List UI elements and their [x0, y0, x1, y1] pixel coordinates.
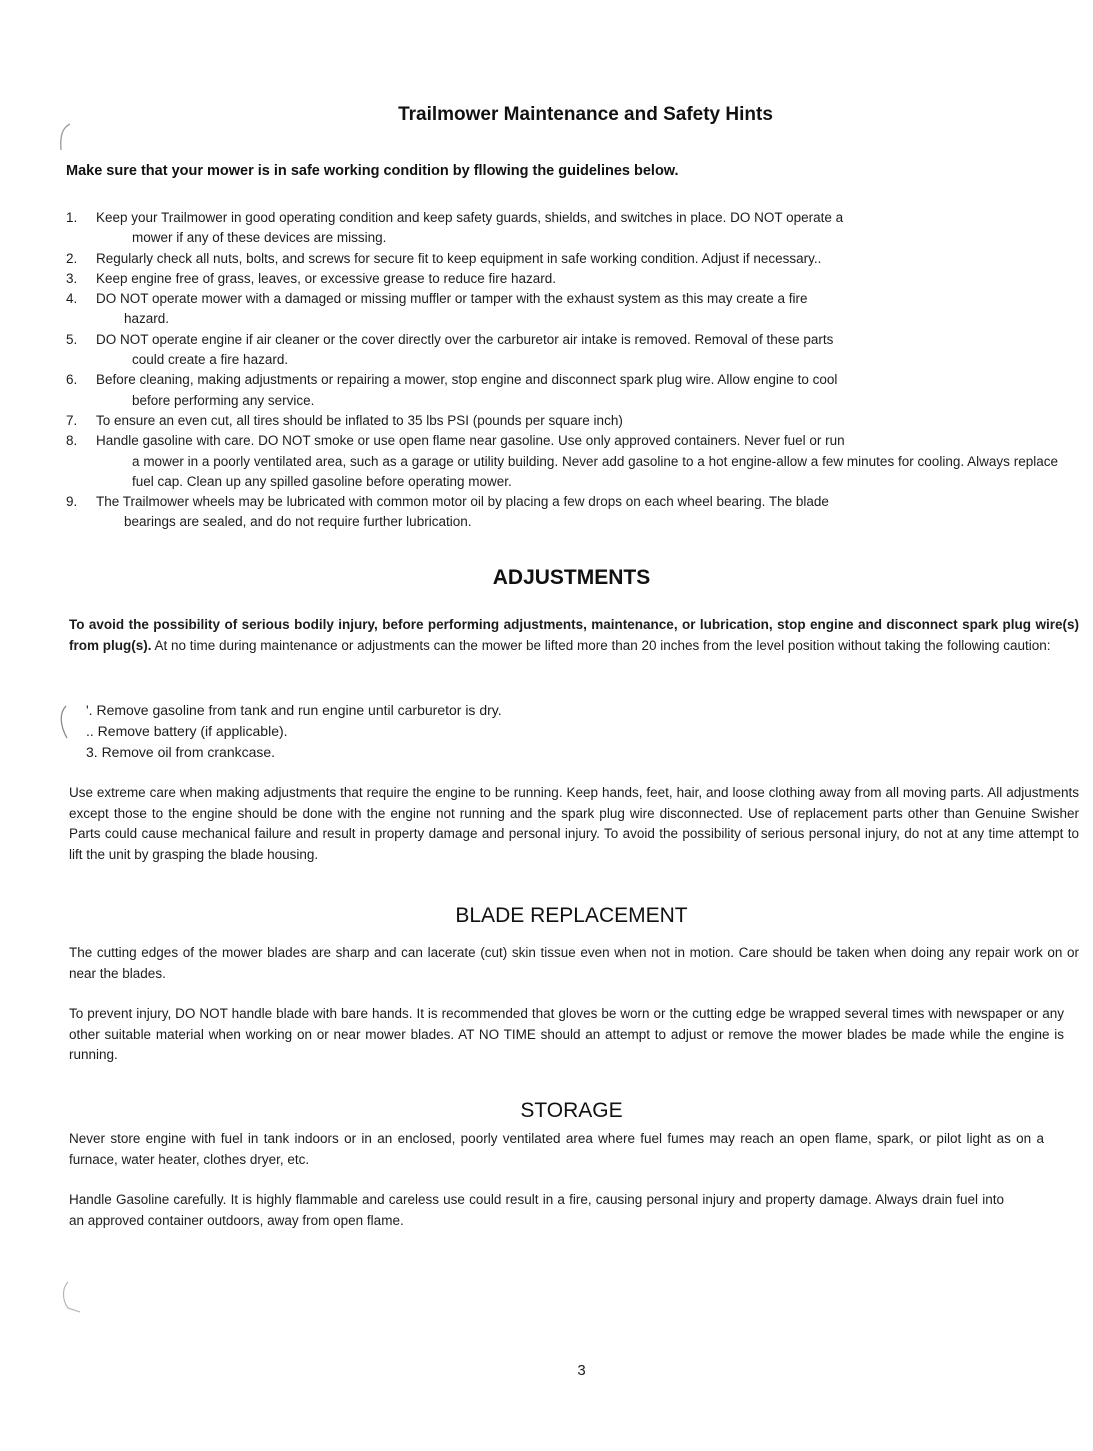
list-item-continuation: before performing any service. — [132, 392, 315, 408]
list-item-continuation: a mower in a poorly ventilated area, such as a garage or utility building. Never add gasoline to a hot engine-allow a few minutes for cooling. Always replace fuel cap. Clean up any spilled gasoline before operating mower. — [132, 453, 1058, 489]
list-item-continuation: bearings are sealed, and do not require further lubrication. — [124, 514, 472, 530]
list-item — [66, 431, 1078, 492]
list-item-text: Regularly check all nuts, bolts, and screws for secure fit to keep equipment in safe working condition. Adjust if necessary.. — [96, 250, 822, 266]
list-item — [66, 269, 1078, 289]
list-item: 3. Remove oil from crankcase. — [86, 744, 276, 760]
list-item-continuation: hazard. — [124, 311, 170, 327]
adjustments-warning-rest: At no time during maintenance or adjustments can the mower be lifted more than 20 inches from the level position without taking the following caution: — [151, 637, 1051, 653]
storage-paragraph-2: Handle Gasoline carefully. It is highly flammable and careless use could result in a fire, causing personal injury and property damage. Always drain fuel into an approved container outdoors, away from open flame. — [69, 1192, 1004, 1228]
list-item — [66, 249, 1078, 269]
list-item — [66, 411, 1078, 431]
page-number: 3 — [577, 1362, 586, 1379]
list-item-text: DO NOT operate mower with a damaged or missing muffler or tamper with the exhaust system as this may create a fire — [96, 291, 808, 307]
list-item-number: 1. — [66, 210, 78, 225]
list-item: .. Remove battery (if applicable). — [86, 723, 288, 739]
adjustments-warning — [69, 615, 1079, 656]
list-item-number: 5. — [66, 331, 78, 347]
list-item-continuation: mower if any of these devices are missing. — [132, 230, 387, 246]
list-item — [66, 370, 1078, 411]
list-item — [66, 330, 1078, 371]
list-item-number: 6. — [66, 372, 78, 388]
safety-hints-list — [66, 208, 1078, 533]
list-item-number: 7. — [66, 412, 78, 428]
list-item-number: 4. — [66, 291, 78, 307]
list-item-text: Keep your Trailmower in good operating condition and keep safety guards, shields, and switches in place. DO NOT operate a — [96, 210, 844, 225]
list-item-text: Before cleaning, making adjustments or repairing a mower, stop engine and disconnect spark plug wire. Allow engine to cool — [96, 372, 838, 388]
intro-text: Make sure that your mower is in safe working condition by fllowing the guidelines below. — [66, 163, 679, 179]
blade-paragraph-2: To prevent injury, DO NOT handle blade with bare hands. It is recommended that gloves be worn or the cutting edge be wrapped several times with newspaper or any other suitable material when working on or near mower blades. AT NO TIME should an attempt to adjust or remove the mower blades be made while the engine is running. — [69, 1006, 1064, 1063]
adjustments-care-paragraph: Use extreme care when making adjustments that require the engine to be running. Keep hands, feet, hair, and loose clothing away from all moving parts. All adjustments except those to the engine should be done with the engine not running and the spark plug wire disconnected. Use of replacement parts other than Genuine Swisher Parts could cause mechanical failure and result in property damage and personal injury. To avoid the possibility of serious personal injury, do not at any time attempt to lift the unit by grasping the blade housing. — [69, 785, 1079, 862]
storage-heading: STORAGE — [520, 1099, 623, 1122]
binder-hole-mark-bottom — [56, 1278, 96, 1318]
storage-paragraph-1: Never store engine with fuel in tank indoors or in an enclosed, poorly ventilated area where fuel fumes may reach an open flame, spark, or pilot light as on a furnace, water heater, clothes dryer, etc. — [69, 1131, 1044, 1167]
list-item-text: DO NOT operate engine if air cleaner or the cover directly over the carburetor air intake is removed. Removal of these parts — [96, 331, 834, 347]
list-item-text: Keep engine free of grass, leaves, or excessive grease to reduce fire hazard. — [96, 270, 557, 286]
blade-paragraph-1: The cutting edges of the mower blades are sharp and can lacerate (cut) skin tissue even when not in motion. Care should be taken when doing any repair work on or near the blades. — [69, 945, 1079, 981]
precaution-steps — [86, 700, 502, 763]
adjustments-heading: ADJUSTMENTS — [492, 566, 651, 589]
list-item — [66, 492, 1078, 533]
list-item-continuation: could create a fire hazard. — [132, 352, 289, 368]
list-item-number: 8. — [66, 433, 78, 449]
adjustments-warning-bold: To avoid the possibility of serious bodily injury, before performing adjustments, maintenance, or lubrication, stop engine and disconnect spark plug wire(s) from plug(s). — [69, 617, 1079, 653]
list-item-number: 9. — [66, 494, 78, 510]
list-item — [66, 289, 1078, 330]
list-item-number: 2. — [66, 250, 78, 266]
list-item-text: To ensure an even cut, all tires should be inflated to 35 lbs PSI (pounds per square inch) — [96, 412, 623, 428]
list-item: '. Remove gasoline from tank and run engine until carburetor is dry. — [86, 702, 502, 718]
list-item-number: 3. — [66, 270, 78, 286]
list-item-text: Handle gasoline with care. DO NOT smoke or use open flame near gasoline. Use only approved containers. Never fuel or run — [96, 433, 845, 449]
page-title: Trailmower Maintenance and Safety Hints — [398, 104, 773, 125]
blade-replacement-heading: BLADE REPLACEMENT — [455, 904, 688, 927]
list-item — [66, 208, 1078, 249]
list-item-text: The Trailmower wheels may be lubricated with common motor oil by placing a few drops on each wheel bearing. The blade — [96, 494, 829, 510]
